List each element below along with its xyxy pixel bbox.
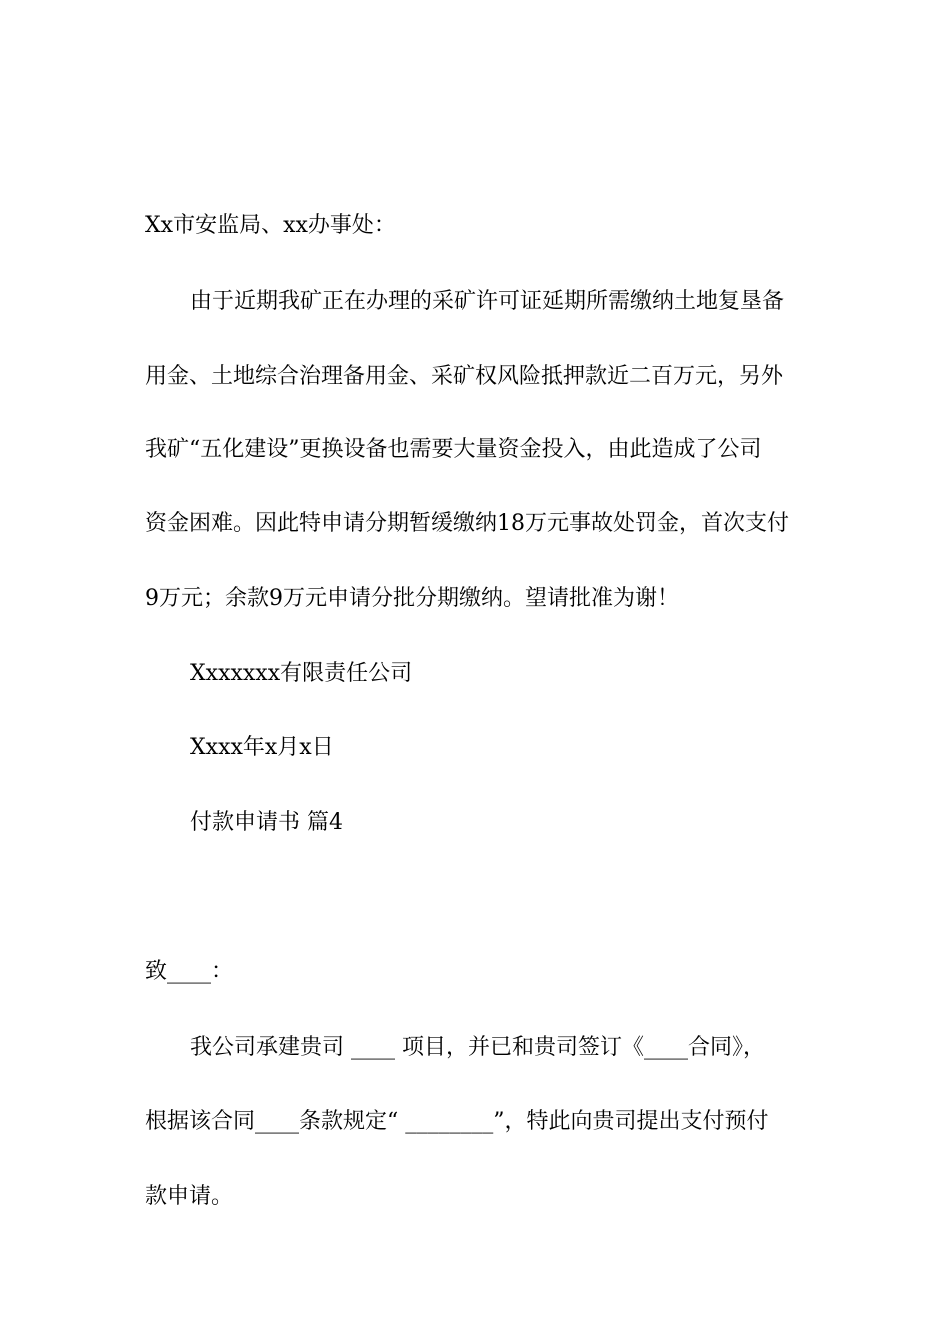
letter2-body-line-2: 根据该合同____条款规定“ ________”，特此向贵司提出支付预付 bbox=[145, 1109, 769, 1134]
letter1-body-line-5: 9万元；余款9万元申请分批分期缴纳。望请批准为谢！ bbox=[145, 586, 679, 611]
letter2-body-line-1: 我公司承建贵司 ____ 项目，并已和贵司签订《____合同》， bbox=[190, 1035, 765, 1060]
letter1-body-line-2: 用金、土地综合治理备用金、采矿权风险抵押款近二百万元，另外 bbox=[145, 364, 784, 389]
letter1-body-line-4: 资金困难。因此特申请分期暂缓缴纳18万元事故处罚金，首次支付 bbox=[145, 511, 789, 536]
signature-date: Xxxx年x月x日 bbox=[190, 735, 334, 760]
letter1-body-line-1: 由于近期我矿正在办理的采矿许可证延期所需缴纳土地复垦备 bbox=[190, 289, 785, 314]
section-heading: 付款申请书 篇4 bbox=[190, 810, 343, 835]
signature-company: Xxxxxxx有限责任公司 bbox=[190, 661, 413, 686]
letter1-salutation: Xx市安监局、xx办事处： bbox=[145, 213, 396, 238]
letter2-body-line-3: 款申请。 bbox=[145, 1184, 234, 1209]
letter1-body-line-3: 我矿“五化建设”更换设备也需要大量资金投入，由此造成了公司 bbox=[145, 437, 762, 462]
letter2-salutation: 致____： bbox=[145, 959, 234, 984]
